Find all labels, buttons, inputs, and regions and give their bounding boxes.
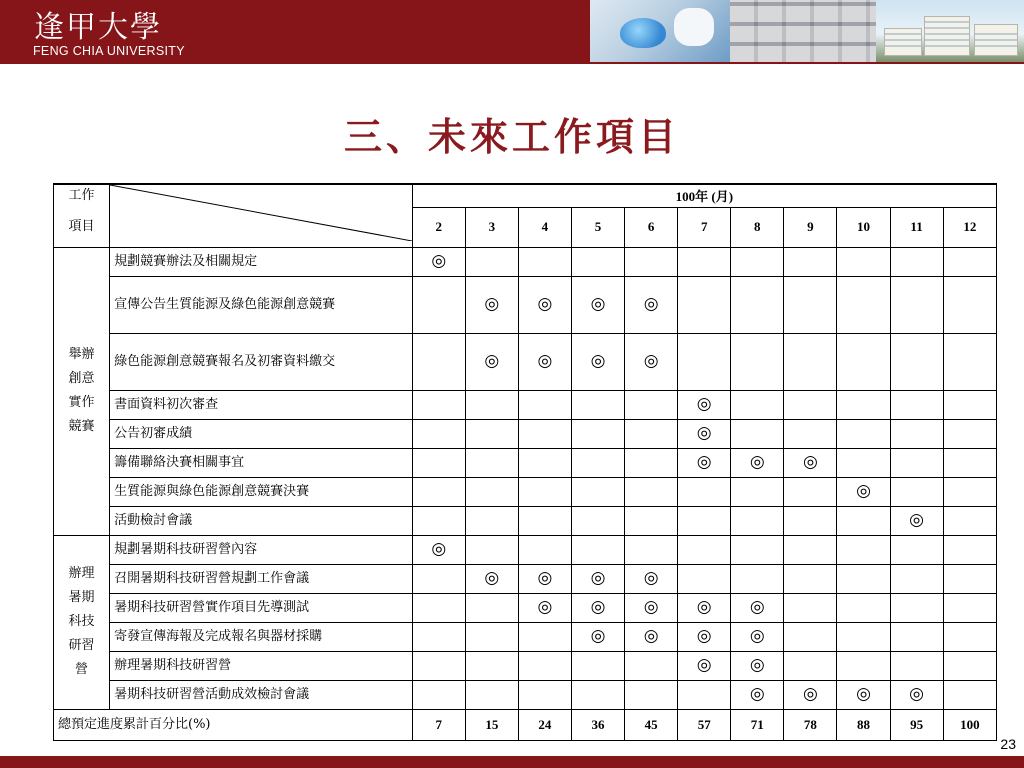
campus-building-photo [876,0,1024,62]
schedule-cell [518,276,571,333]
schedule-cell [678,477,731,506]
task-name: 宣傳公告生質能源及綠色能源創意競賽 [110,276,413,333]
lab-photo [590,0,730,62]
schedule-cell [678,506,731,535]
schedule-cell [412,333,465,390]
scheduled-marker-icon: ◎ [643,351,659,371]
task-name: 寄發宣傳海報及完成報名與器材採購 [110,622,413,651]
schedule-cell [784,247,837,276]
schedule-cell [731,477,784,506]
schedule-cell [837,535,890,564]
month-header-8: 8 [731,207,784,247]
schedule-cell [465,448,518,477]
table-row [54,622,997,651]
cumulative-percent-value: 24 [518,709,571,740]
month-header-12: 12 [943,207,996,247]
schedule-cell [678,680,731,709]
schedule-cell [837,651,890,680]
schedule-cell [571,477,624,506]
schedule-cell [625,564,678,593]
schedule-cell [890,680,943,709]
scheduled-marker-icon: ◎ [431,539,447,559]
category-label-line: 辦理 [68,566,95,581]
category-cell [54,535,110,709]
scheduled-marker-icon: ◎ [431,251,447,271]
diagonal-header-cell [110,184,413,247]
schedule-cell [678,247,731,276]
schedule-cell [412,680,465,709]
schedule-cell [943,506,996,535]
schedule-cell [625,477,678,506]
schedule-cell [518,680,571,709]
task-name: 規劃競賽辦法及相關規定 [110,247,413,276]
schedule-cell [518,593,571,622]
schedule-cell [943,593,996,622]
table-row [54,564,997,593]
schedule-cell [412,651,465,680]
category-cell [54,247,110,535]
month-header-9: 9 [784,207,837,247]
scheduled-marker-icon: ◎ [696,394,712,414]
schedule-cell [784,564,837,593]
schedule-cell [731,535,784,564]
schedule-table [53,183,997,741]
schedule-cell [465,680,518,709]
schedule-cell [890,651,943,680]
scheduled-marker-icon: ◎ [696,597,712,617]
page-number: 23 [1000,736,1016,752]
schedule-cell [678,593,731,622]
schedule-cell [412,448,465,477]
cumulative-percent-value: 71 [731,709,784,740]
schedule-cell [890,477,943,506]
schedule-cell [571,448,624,477]
scheduled-marker-icon: ◎ [749,452,765,472]
table-row [54,535,997,564]
footer-bar [0,756,1024,768]
schedule-cell [890,593,943,622]
scheduled-marker-icon: ◎ [643,626,659,646]
table-row [54,390,997,419]
schedule-cell [678,276,731,333]
schedule-cell [731,651,784,680]
schedule-cell [784,390,837,419]
scheduled-marker-icon: ◎ [749,626,765,646]
scheduled-marker-icon: ◎ [537,294,553,314]
flask-icon [620,18,666,48]
scheduled-marker-icon: ◎ [696,626,712,646]
schedule-cell [943,477,996,506]
schedule-cell [784,333,837,390]
schedule-cell [571,506,624,535]
scheduled-marker-icon: ◎ [696,655,712,675]
schedule-cell [571,680,624,709]
schedule-cell [571,276,624,333]
schedule-cell [465,390,518,419]
scheduled-marker-icon: ◎ [749,684,765,704]
schedule-cell [943,564,996,593]
schedule-cell [571,247,624,276]
schedule-cell [465,593,518,622]
schedule-cell [784,477,837,506]
scheduled-marker-icon: ◎ [856,684,871,704]
schedule-cell [625,276,678,333]
schedule-cell [412,535,465,564]
schedule-cell [625,680,678,709]
schedule-cell [890,333,943,390]
schedule-cell [784,448,837,477]
schedule-cell [731,593,784,622]
scheduled-marker-icon: ◎ [696,423,712,443]
cumulative-percent-value: 45 [625,709,678,740]
cumulative-percent-value: 95 [890,709,943,740]
schedule-cell [518,448,571,477]
schedule-cell [412,419,465,448]
schedule-cell [890,419,943,448]
table-row [54,680,997,709]
cumulative-percent-value: 100 [943,709,996,740]
scheduled-marker-icon: ◎ [484,294,500,314]
year-month-header: 100年 (月) [412,184,996,207]
schedule-cell [943,651,996,680]
task-name: 書面資料初次審查 [110,390,413,419]
schedule-cell [412,506,465,535]
scheduled-marker-icon: ◎ [909,510,924,530]
schedule-cell [784,506,837,535]
schedule-cell [731,247,784,276]
schedule-cell [678,333,731,390]
scheduled-marker-icon: ◎ [802,452,818,472]
scheduled-marker-icon: ◎ [643,568,659,588]
schedule-cell [837,622,890,651]
schedule-cell [837,448,890,477]
schedule-cell [571,651,624,680]
diagonal-line [110,185,412,241]
corner-label-bottom: 項目 [54,207,110,247]
total-progress-row [54,709,997,740]
category-label-line: 科技 [68,614,95,629]
schedule-cell [625,247,678,276]
schedule-cell [625,506,678,535]
university-logo-english: FENG CHIA UNIVERSITY [33,44,185,58]
cumulative-percent-value: 57 [678,709,731,740]
schedule-cell [571,390,624,419]
schedule-cell [678,651,731,680]
schedule-cell [625,622,678,651]
schedule-cell [784,276,837,333]
scheduled-marker-icon: ◎ [537,568,553,588]
schedule-cell [731,333,784,390]
schedule-cell [571,593,624,622]
scheduled-marker-icon: ◎ [696,452,712,472]
schedule-cell [412,477,465,506]
schedule-cell [731,390,784,419]
schedule-cell [518,333,571,390]
schedule-cell [890,564,943,593]
corner-label-top: 工作 [54,184,110,207]
schedule-cell [837,593,890,622]
schedule-cell [943,448,996,477]
schedule-cell [465,477,518,506]
month-header-4: 4 [518,207,571,247]
task-name: 暑期科技研習營活動成效檢討會議 [110,680,413,709]
task-name: 活動檢討會議 [110,506,413,535]
schedule-cell [571,622,624,651]
schedule-cell [518,390,571,419]
schedule-cell [890,535,943,564]
schedule-cell [890,247,943,276]
schedule-cell [465,622,518,651]
task-name: 生質能源與綠色能源創意競賽決賽 [110,477,413,506]
schedule-cell [465,535,518,564]
month-header-2: 2 [412,207,465,247]
schedule-cell [625,593,678,622]
schedule-cell [625,333,678,390]
schedule-cell [518,535,571,564]
table-row [54,419,997,448]
cumulative-percent-value: 78 [784,709,837,740]
task-name: 召開暑期科技研習營規劃工作會議 [110,564,413,593]
schedule-cell [890,390,943,419]
scheduled-marker-icon: ◎ [802,684,818,704]
task-name: 籌備聯絡決賽相關事宜 [110,448,413,477]
schedule-cell [837,680,890,709]
schedule-cell [943,535,996,564]
scheduled-marker-icon: ◎ [643,294,659,314]
schedule-cell [784,651,837,680]
schedule-cell [518,419,571,448]
header-banner [0,0,1024,64]
schedule-cell [412,593,465,622]
schedule-cell [784,622,837,651]
schedule-cell [837,276,890,333]
schedule-cell [465,506,518,535]
schedule-cell [837,477,890,506]
scheduled-marker-icon: ◎ [484,568,500,588]
task-name: 綠色能源創意競賽報名及初審資料繳交 [110,333,413,390]
schedule-cell [412,390,465,419]
schedule-cell [518,247,571,276]
schedule-cell [465,651,518,680]
scientist-mask-icon [674,8,714,46]
schedule-cell [837,419,890,448]
schedule-cell [943,390,996,419]
schedule-cell [465,419,518,448]
scheduled-marker-icon: ◎ [590,597,606,617]
scheduled-marker-icon: ◎ [749,655,765,675]
schedule-cell [837,506,890,535]
scheduled-marker-icon: ◎ [856,481,871,501]
table-row [54,448,997,477]
slide-title: 三、未來工作項目 [343,114,680,159]
month-header-10: 10 [837,207,890,247]
scheduled-marker-icon: ◎ [643,597,659,617]
table-row [54,593,997,622]
schedule-cell [678,419,731,448]
table-row [54,477,997,506]
schedule-cell [412,564,465,593]
schedule-cell [412,276,465,333]
schedule-cell [518,506,571,535]
schedule-cell [943,276,996,333]
schedule-cell [518,564,571,593]
schedule-cell [625,651,678,680]
table-row [54,333,997,390]
cumulative-percent-value: 15 [465,709,518,740]
schedule-cell [465,247,518,276]
category-label-line: 舉辦 [68,347,95,362]
month-header-7: 7 [678,207,731,247]
schedule-cell [784,593,837,622]
schedule-cell [837,564,890,593]
category-label-line: 研習 [68,638,95,653]
scheduled-marker-icon: ◎ [590,626,606,646]
scheduled-marker-icon: ◎ [484,351,500,371]
schedule-cell [465,276,518,333]
schedule-cell [571,535,624,564]
category-label-line: 暑期 [68,590,95,605]
schedule-cell [678,390,731,419]
month-header-5: 5 [571,207,624,247]
scheduled-marker-icon: ◎ [537,597,553,617]
scheduled-marker-icon: ◎ [590,351,606,371]
schedule-cell [731,506,784,535]
scheduled-marker-icon: ◎ [749,597,765,617]
schedule-cell [890,622,943,651]
schedule-cell [890,276,943,333]
category-label-line: 營 [75,662,89,677]
table-row [54,651,997,680]
schedule-cell [731,448,784,477]
task-name: 公告初審成績 [110,419,413,448]
category-label-line: 競賽 [68,419,95,434]
task-name: 規劃暑期科技研習營內容 [110,535,413,564]
schedule-cell [518,651,571,680]
schedule-cell [943,333,996,390]
total-progress-label: 總預定進度累計百分比(%) [54,709,413,740]
schedule-cell [731,622,784,651]
category-label-line: 創意 [68,371,95,386]
schedule-cell [678,535,731,564]
schedule-cell [837,390,890,419]
cumulative-percent-value: 7 [412,709,465,740]
schedule-cell [625,390,678,419]
cumulative-percent-value: 88 [837,709,890,740]
schedule-cell [731,564,784,593]
scheduled-marker-icon: ◎ [590,294,606,314]
schedule-cell [518,622,571,651]
scheduled-marker-icon: ◎ [590,568,606,588]
schedule-cell [784,535,837,564]
schedule-cell [678,564,731,593]
category-label-line: 實作 [68,395,95,410]
table-row [54,247,997,276]
schedule-cell [518,477,571,506]
month-header-6: 6 [625,207,678,247]
schedule-cell [465,564,518,593]
scheduled-marker-icon: ◎ [537,351,553,371]
schedule-cell [571,564,624,593]
schedule-cell [784,680,837,709]
task-name: 暑期科技研習營實作項目先導測試 [110,593,413,622]
table-row [54,276,997,333]
cumulative-percent-value: 36 [571,709,624,740]
schedule-cell [890,506,943,535]
task-name: 辦理暑期科技研習營 [110,651,413,680]
schedule-cell [678,622,731,651]
schedule-cell [412,622,465,651]
schedule-cell [625,535,678,564]
schedule-cell [465,333,518,390]
header-photo-strip [590,0,1024,62]
schedule-cell [890,448,943,477]
schedule-cell [943,680,996,709]
schedule-cell [625,448,678,477]
university-logo-chinese: 逢甲大學 [34,10,162,45]
schedule-cell [412,247,465,276]
schedule-cell [784,419,837,448]
month-header-3: 3 [465,207,518,247]
schedule-cell [943,247,996,276]
schedule-cell [837,333,890,390]
table-row [54,506,997,535]
schedule-cell [731,680,784,709]
month-header-11: 11 [890,207,943,247]
scheduled-marker-icon: ◎ [909,684,924,704]
schedule-cell [625,419,678,448]
schedule-cell [943,622,996,651]
schedule-cell [571,419,624,448]
schedule-cell [571,333,624,390]
schedule-cell [837,247,890,276]
schedule-cell [731,276,784,333]
schedule-cell [943,419,996,448]
schedule-cell [678,448,731,477]
schedule-cell [731,419,784,448]
